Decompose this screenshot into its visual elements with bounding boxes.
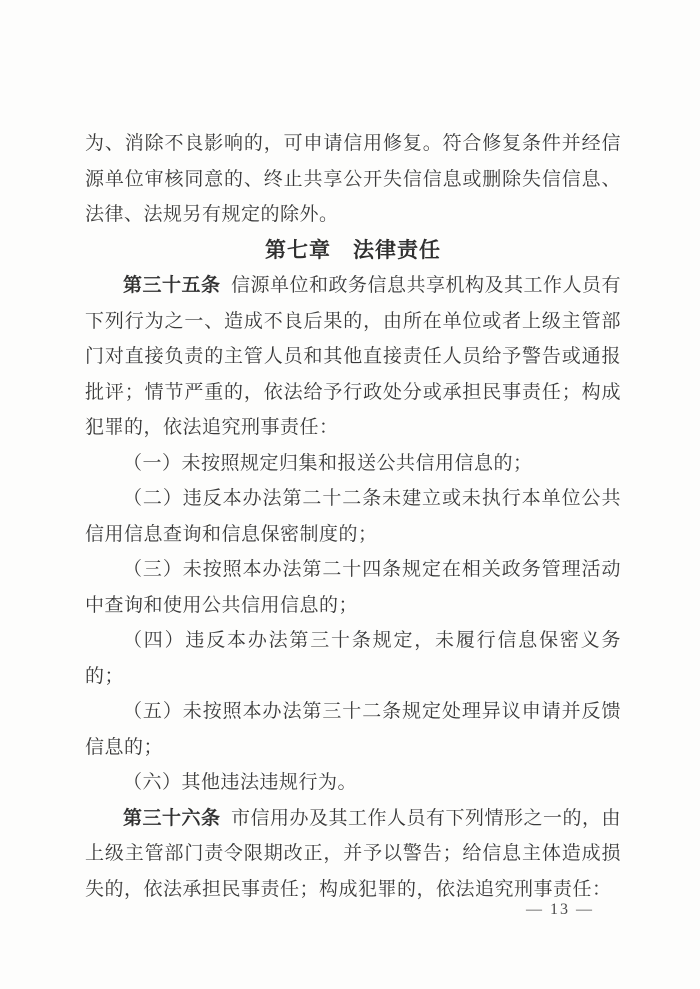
- article-35-item-3: （三）未按照本办法第二十四条规定在相关政务管理活动中查询和使用公共信用信息的；: [85, 559, 621, 616]
- article-35-item-1: （一）未按照规定归集和报送公共信用信息的；: [123, 452, 533, 474]
- paragraph-continuation: 为、消除不良影响的，可申请信用修复。符合修复条件并经信源单位审核同意的、终止共享公开失信信息或删除失信信息、法律、法规另有规定的除外。: [85, 133, 621, 225]
- article-35-item-4: （四）违反本办法第三十条规定，未履行信息保密义务的；: [85, 630, 621, 687]
- article-36-body: 市信用办及其工作人员有下列情形之一的，由上级主管部门责令限期改正，并予以警告；给信息主体造成损失的，依法承担民事责任；构成犯罪的，依法追究刑事责任：: [85, 807, 621, 900]
- article-35-item-2: （二）违反本办法第二十二条未建立或未执行本单位公共信用信息查询和信息保密制度的；: [85, 488, 621, 545]
- chapter-heading: 第七章 法律责任: [265, 238, 441, 262]
- article-35-number: 第三十五条: [123, 275, 221, 296]
- article-36: [85, 801, 621, 908]
- article-35-item-6: （六）其他违法违规行为。: [123, 772, 358, 793]
- article-35-body: 信源单位和政务信息共享机构及其工作人员有下列行为之一、造成不良后果的，由所在单位或者上级主管部门对直接负责的主管人员和其他直接责任人员给予警告或通报批评；情节严重的，依法给予行政处分或承担民事责任；构成犯罪的，依法追究刑事责任：: [85, 275, 621, 438]
- article-35-item-5: （五）未按照本办法第三十二条规定处理异议申请并反馈信息的；: [85, 701, 621, 758]
- article-36-number: 第三十六条: [123, 807, 221, 829]
- document-body: [85, 126, 621, 907]
- page-number: — 13 —: [526, 901, 594, 918]
- article-35: [85, 268, 621, 446]
